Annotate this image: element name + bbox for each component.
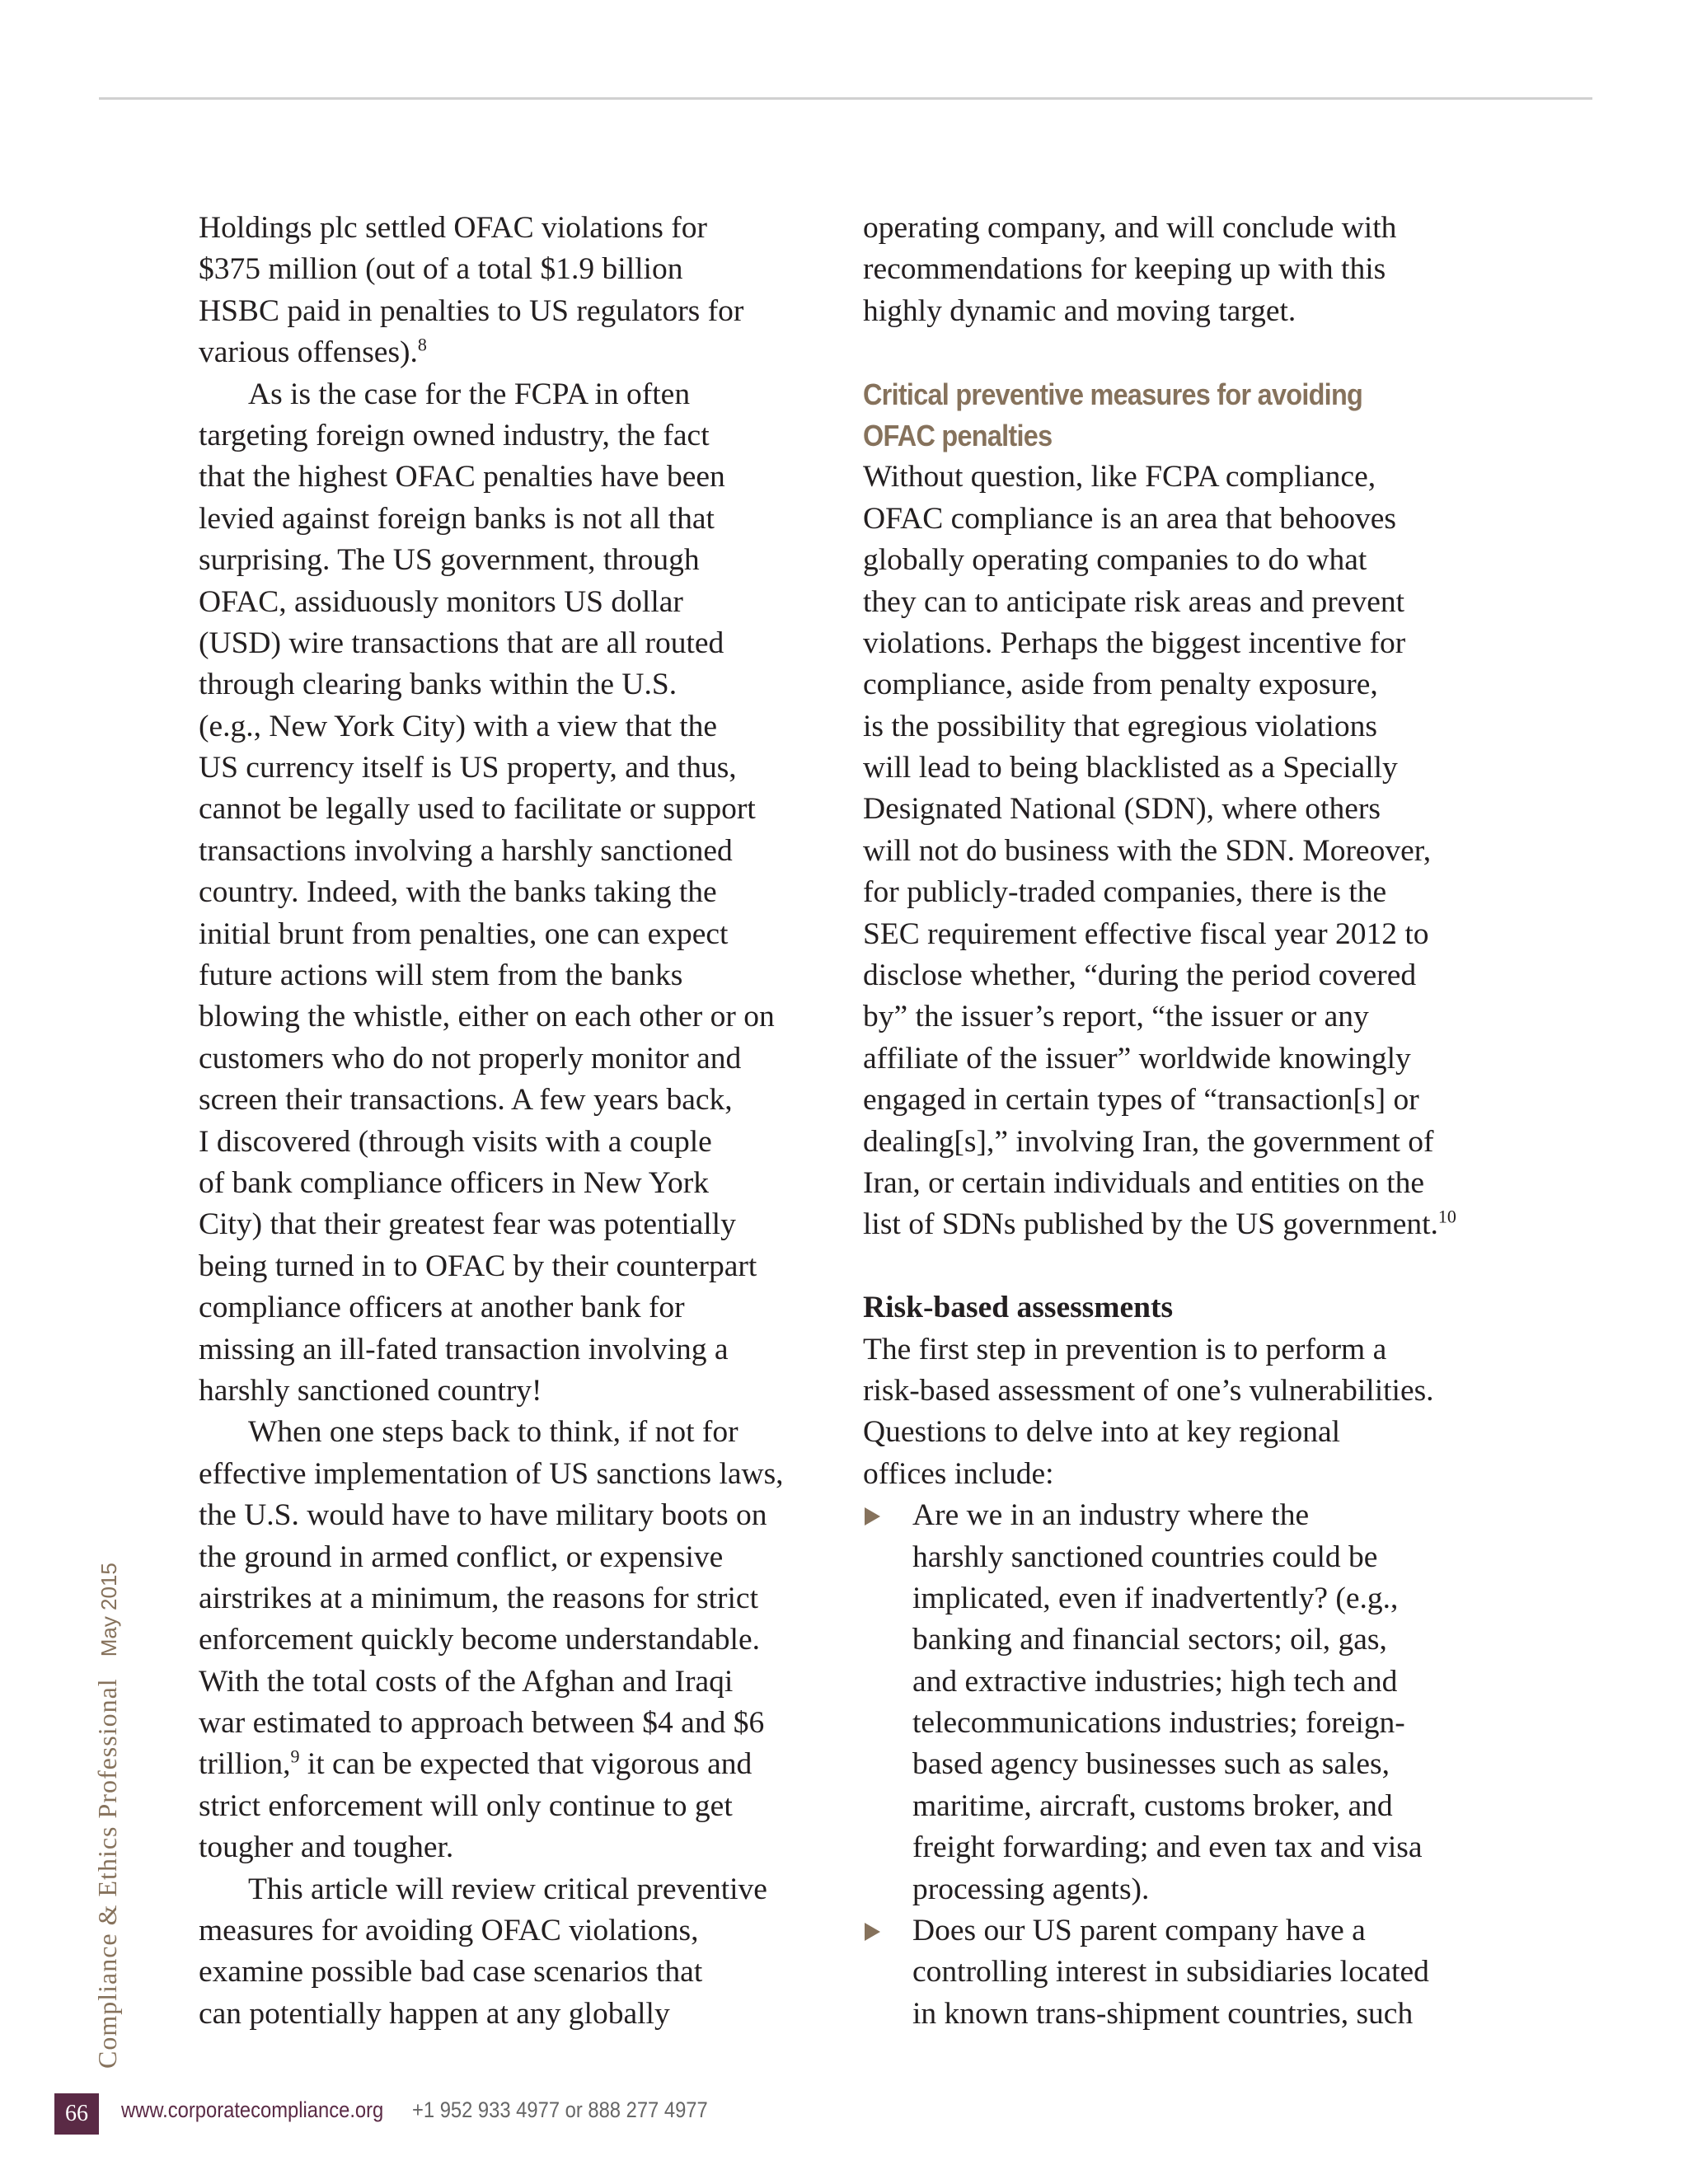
body-line: various offenses).$^8$ [199,334,427,370]
body-line: transactions involving a harshly sanctioned [199,833,733,868]
bullet-line: based agency businesses such as sales, [912,1747,1390,1782]
side-running-head [92,1563,123,2069]
body-line: surprising. The US government, through [199,543,700,578]
bullet-line: processing agents). [912,1872,1150,1906]
body-line: being turned in to OFAC by their counterpart [199,1249,757,1283]
body-line: measures for avoiding OFAC violations, [199,1914,699,1948]
body-line: compliance officers at another bank for [199,1291,685,1325]
body-line: SEC requirement effective fiscal year 2012 to [863,916,1429,951]
body-line: the U.S. would have to have military boots on [199,1498,767,1533]
top-rule [99,97,1592,100]
body-line: As is the case for the FCPA in often [248,377,691,411]
body-line: disclose whether, “during the period covered [863,958,1417,993]
body-line: dealing[s],” involving Iran, the government of [863,1124,1434,1159]
body-line: highly dynamic and moving target. [863,293,1296,328]
body-line: will not do business with the SDN. Moreover, [863,833,1432,868]
body-line: With the total costs of the Afghan and Iraqi [199,1664,734,1699]
body-line: HSBC paid in penalties to US regulators for [199,293,744,328]
body-line: trillion,$^9$ it can be expected that vigorous and [199,1746,753,1782]
body-line: the ground in armed conflict, or expensive [199,1540,724,1574]
body-line: country. Indeed, with the banks taking the [199,875,717,910]
body-line: City) that their greatest fear was potentially [199,1207,736,1242]
bullet-line: Does our US parent company have a [912,1914,1366,1948]
body-line: (e.g., New York City) with a view that the [199,709,718,743]
bullet-line: maritime, aircraft, customs broker, and [912,1788,1393,1823]
footnote-ref-10: 10 [1437,1206,1456,1227]
body-line: through clearing banks within the U.S. [199,668,678,702]
body-line: levied against foreign banks is not all that [199,501,715,536]
body-line: future actions will stem from the banks [199,958,683,993]
bullet-line: and extractive industries; high tech and [912,1664,1398,1699]
bullet-line: freight forwarding; and even tax and visa [912,1830,1423,1865]
body-line: I discovered (through visits with a couple [199,1124,712,1159]
body-line: compliance, aside from penalty exposure, [863,668,1378,702]
footer-url: www.corporatecompliance.org [121,2097,384,2122]
body-line: enforcement quickly become understandable. [199,1623,760,1657]
triangle-bullet-icon [865,1507,880,1526]
section-heading: Critical preventive measures for avoiding [863,377,1363,411]
body-line: war estimated to approach between $4 and $6 [199,1706,765,1741]
body-line: that the highest OFAC penalties have been [199,460,725,494]
body-line: $375 million (out of a total $1.9 billion [199,252,683,287]
body-line: screen their transactions. A few years back, [199,1083,733,1118]
body-line: of bank compliance officers in New York [199,1165,709,1200]
body-line: (USD) wire transactions that are all routed [199,626,724,660]
bullet-item [863,1910,1506,2035]
footer-phone: +1 952 933 4977 or 888 277 4977 [412,2097,708,2122]
body-line: Iran, or certain individuals and entities on the [863,1165,1425,1200]
page-number: 66 [54,2093,99,2135]
body-line: initial brunt from penalties, one can expect [199,916,729,951]
body-line: operating company, and will conclude with [863,211,1397,245]
body-line: recommendations for keeping up with this [863,252,1386,287]
body-line: is the possibility that egregious violations [863,709,1377,743]
bullet-line: controlling interest in subsidiaries located [912,1955,1429,1990]
body-line: for publicly-traded companies, there is the [863,875,1387,910]
body-line: US currency itself is US property, and thus, [199,751,737,785]
body-line: tougher and tougher. [199,1830,454,1865]
body-line: This article will review critical preventive [248,1872,767,1906]
body-line: When one steps back to think, if not for [248,1415,738,1450]
body-line: Without question, like FCPA compliance, [863,460,1376,494]
body-line: they can to anticipate risk areas and prevent [863,584,1405,619]
body-line: OFAC, assiduously monitors US dollar [199,584,683,619]
body-line: by” the issuer’s report, “the issuer or any [863,1000,1369,1034]
bullet-item [863,1495,1506,1910]
subsection-heading: Risk-based assessments [863,1291,1174,1325]
body-line: will lead to being blacklisted as a Specially [863,751,1398,785]
bullet-line: in known trans-shipment countries, such [912,1996,1414,2031]
bullet-line: banking and financial sectors; oil, gas, [912,1623,1387,1657]
right-column [863,208,1506,2035]
body-line: examine possible bad case scenarios that [199,1955,703,1990]
footnote-ref-8: 8 [417,334,427,355]
body-line: violations. Perhaps the biggest incentive for [863,626,1406,660]
publication-title: Compliance & Ethics Professional [92,1678,122,2069]
footnote-ref-9: 9 [290,1746,300,1767]
body-line: OFAC compliance is an area that behooves [863,501,1397,536]
body-line: list of SDNs published by the US government.$^{10}$ [863,1206,1456,1242]
body-line: customers who do not properly monitor and [199,1041,742,1076]
body-line: risk-based assessment of one’s vulnerabilities. [863,1373,1434,1408]
body-line: engaged in certain types of “transaction[s] or [863,1083,1419,1118]
body-line: strict enforcement will only continue to get [199,1788,733,1823]
body-line: targeting foreign owned industry, the fact [199,418,710,452]
body-line: affiliate of the issuer” worldwide knowingly [863,1041,1411,1076]
body-line: effective implementation of US sanctions laws, [199,1456,784,1491]
body-line: blowing the whistle, either on each other or on [199,1000,775,1034]
body-line: missing an ill-fated transaction involving a [199,1332,729,1366]
body-line: cannot be legally used to facilitate or support [199,792,756,827]
body-line: offices include: [863,1456,1054,1491]
section-heading: OFAC penalties [863,418,1053,452]
body-line: can potentially happen at any globally [199,1996,670,2031]
body-line: Designated National (SDN), where others [863,792,1381,827]
left-column [199,208,833,2035]
triangle-bullet-icon [865,1923,880,1941]
bullet-line: harshly sanctioned countries could be [912,1540,1378,1574]
body-line: Questions to delve into at key regional [863,1415,1341,1450]
body-line: airstrikes at a minimum, the reasons for strict [199,1581,758,1615]
body-line: harshly sanctioned country! [199,1373,542,1408]
bullet-line: telecommunications industries; foreign- [912,1706,1405,1741]
body-line: The first step in prevention is to perform a [863,1332,1387,1366]
bullet-line: Are we in an industry where the [912,1498,1310,1533]
bullet-line: implicated, even if inadvertently? (e.g., [912,1581,1399,1615]
issue-date: May 2015 [96,1563,121,1657]
body-line: Holdings plc settled OFAC violations for [199,211,707,245]
body-line: globally operating companies to do what [863,543,1367,578]
